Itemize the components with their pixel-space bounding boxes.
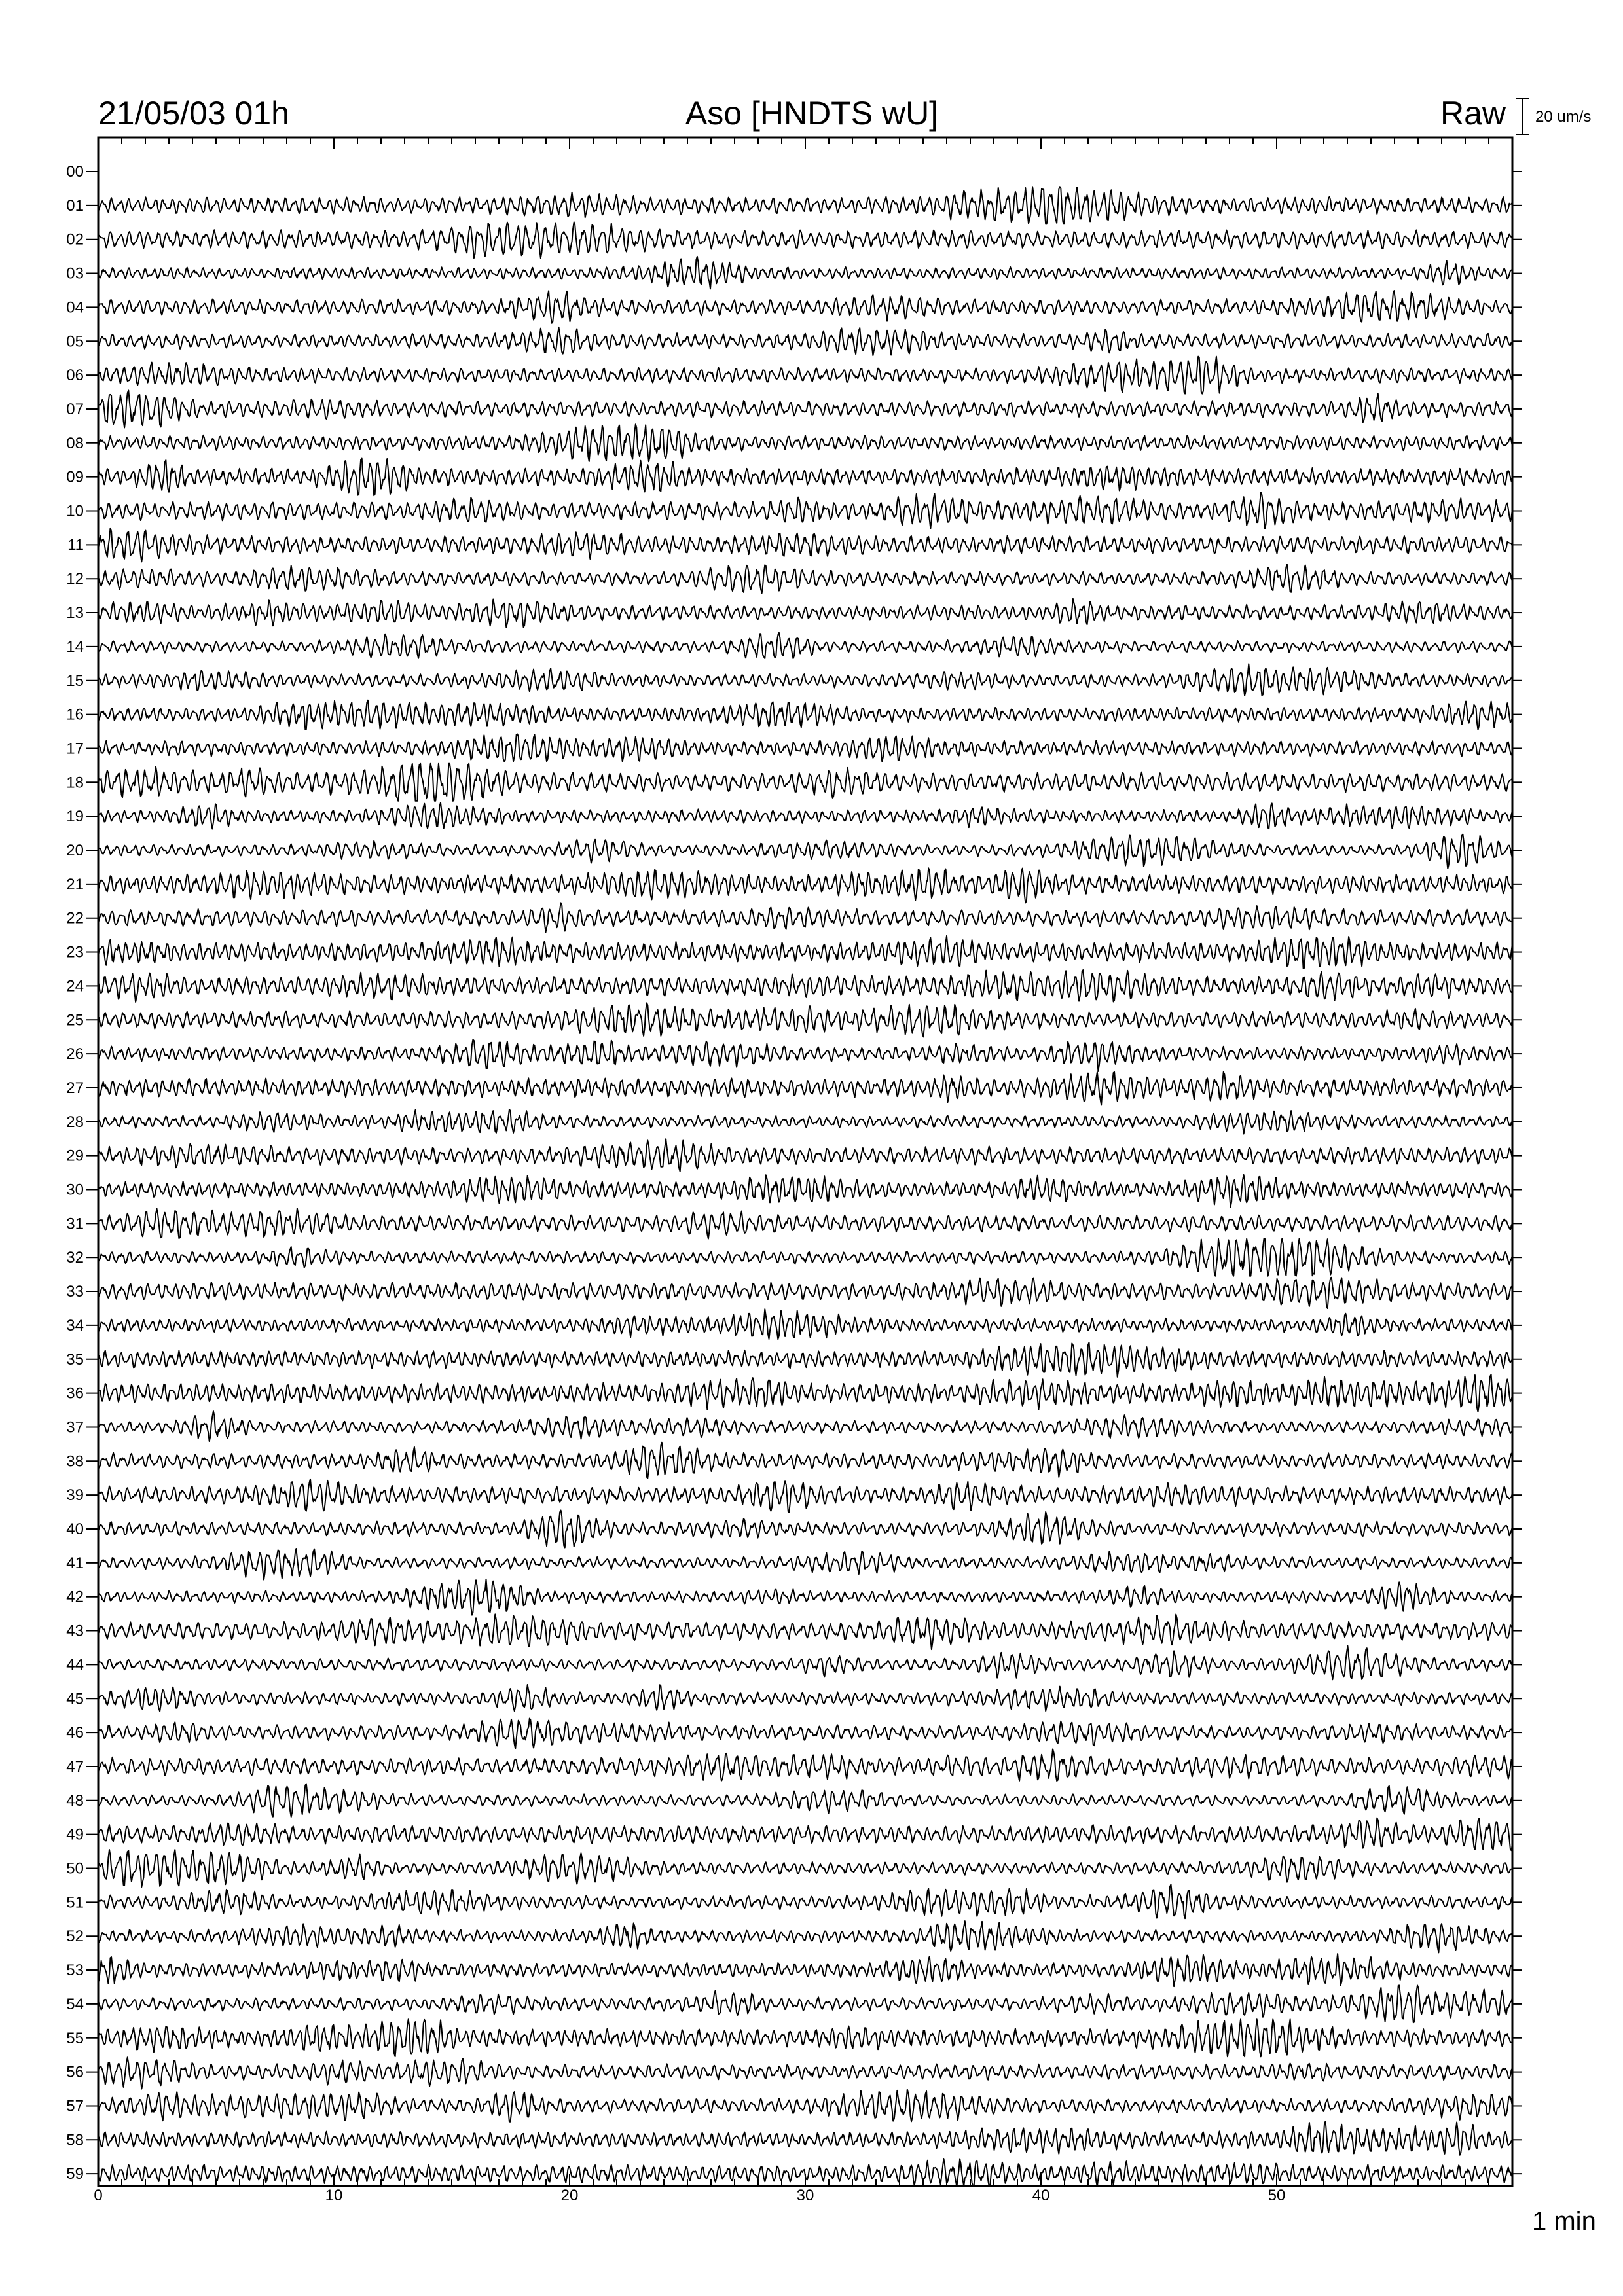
trace-row-14 bbox=[98, 633, 1512, 658]
row-label: 33 bbox=[66, 1283, 84, 1301]
x-tick-label: 30 bbox=[796, 2187, 814, 2204]
row-label: 21 bbox=[66, 875, 84, 893]
row-label: 06 bbox=[66, 367, 84, 385]
row-label: 40 bbox=[66, 1520, 84, 1538]
trace-row-47 bbox=[98, 1749, 1512, 1781]
row-label: 48 bbox=[66, 1791, 84, 1810]
trace-row-27 bbox=[98, 1072, 1512, 1105]
row-label: 11 bbox=[67, 536, 84, 554]
trace-row-06 bbox=[98, 357, 1512, 394]
trace-row-08 bbox=[98, 424, 1512, 461]
x-axis-unit-label: 1 min bbox=[1532, 2207, 1596, 2236]
row-label: 41 bbox=[66, 1554, 84, 1572]
trace-row-25 bbox=[98, 1003, 1512, 1037]
trace-row-26 bbox=[98, 1039, 1512, 1071]
row-label: 38 bbox=[66, 1452, 84, 1471]
row-label: 51 bbox=[66, 1893, 84, 1912]
row-label: 30 bbox=[66, 1181, 84, 1199]
row-label: 47 bbox=[66, 1757, 84, 1776]
trace-row-41 bbox=[98, 1549, 1512, 1580]
trace-row-05 bbox=[98, 327, 1512, 355]
row-label: 32 bbox=[66, 1249, 84, 1267]
row-labels bbox=[66, 163, 84, 2183]
trace-row-58 bbox=[98, 2121, 1512, 2155]
row-label: 58 bbox=[66, 2131, 84, 2149]
trace-row-45 bbox=[98, 1685, 1512, 1712]
row-label: 56 bbox=[66, 2063, 84, 2081]
trace-row-51 bbox=[98, 1884, 1512, 1918]
header-mode: Raw bbox=[1440, 95, 1506, 132]
trace-row-19 bbox=[98, 802, 1512, 829]
trace-row-29 bbox=[98, 1139, 1512, 1172]
row-label: 02 bbox=[66, 230, 84, 249]
row-label: 27 bbox=[66, 1079, 84, 1097]
row-label: 49 bbox=[66, 1825, 84, 1844]
trace-row-10 bbox=[98, 492, 1512, 529]
header-station: Aso [HNDTS wU] bbox=[685, 95, 939, 132]
row-label: 14 bbox=[66, 637, 84, 656]
row-label: 31 bbox=[66, 1215, 84, 1233]
trace-row-36 bbox=[98, 1374, 1512, 1412]
trace-row-20 bbox=[98, 834, 1512, 869]
trace-row-24 bbox=[98, 970, 1512, 1002]
trace-row-52 bbox=[98, 1921, 1512, 1952]
row-label: 19 bbox=[66, 808, 84, 826]
trace-row-57 bbox=[98, 2090, 1512, 2122]
row-label: 07 bbox=[66, 400, 84, 418]
row-label: 55 bbox=[66, 2029, 84, 2047]
trace-row-12 bbox=[98, 564, 1512, 593]
trace-row-11 bbox=[98, 528, 1512, 562]
trace-row-37 bbox=[98, 1411, 1512, 1441]
row-label: 45 bbox=[66, 1690, 84, 1708]
trace-row-53 bbox=[98, 1954, 1512, 1986]
trace-row-31 bbox=[98, 1208, 1512, 1239]
row-label: 50 bbox=[66, 1859, 84, 1878]
trace-row-38 bbox=[98, 1443, 1512, 1479]
bottom-axis-ticks bbox=[98, 2174, 1512, 2186]
row-label: 13 bbox=[66, 604, 84, 622]
row-label: 10 bbox=[66, 502, 84, 520]
trace-row-13 bbox=[98, 599, 1512, 628]
row-label: 09 bbox=[66, 468, 84, 486]
trace-row-56 bbox=[98, 2057, 1512, 2089]
trace-row-55 bbox=[98, 2019, 1512, 2056]
trace-row-30 bbox=[98, 1175, 1512, 1207]
trace-row-03 bbox=[98, 257, 1512, 289]
row-label: 44 bbox=[66, 1656, 84, 1674]
trace-group bbox=[98, 187, 1512, 2187]
row-label: 37 bbox=[66, 1418, 84, 1437]
trace-row-39 bbox=[98, 1479, 1512, 1513]
row-label: 15 bbox=[66, 672, 84, 690]
trace-row-02 bbox=[98, 222, 1512, 258]
amplitude-scale-bar bbox=[1516, 98, 1591, 134]
trace-row-04 bbox=[98, 291, 1512, 323]
trace-row-01 bbox=[98, 187, 1512, 224]
trace-row-22 bbox=[98, 903, 1512, 932]
scale-bar-label: 20 um/s bbox=[1535, 108, 1592, 126]
row-label: 39 bbox=[66, 1486, 84, 1505]
header-datetime: 21/05/03 01h bbox=[98, 95, 289, 132]
trace-row-44 bbox=[98, 1646, 1512, 1679]
trace-row-18 bbox=[98, 764, 1512, 801]
trace-row-42 bbox=[98, 1579, 1512, 1615]
trace-row-16 bbox=[98, 700, 1512, 730]
row-label: 20 bbox=[66, 842, 84, 859]
row-label: 23 bbox=[66, 943, 84, 961]
row-label: 57 bbox=[66, 2097, 84, 2115]
row-label: 28 bbox=[66, 1113, 84, 1131]
trace-row-40 bbox=[98, 1511, 1512, 1548]
trace-row-34 bbox=[98, 1309, 1512, 1339]
trace-row-28 bbox=[98, 1109, 1512, 1134]
row-label: 43 bbox=[66, 1622, 84, 1640]
trace-row-32 bbox=[98, 1239, 1512, 1276]
top-axis-ticks bbox=[98, 137, 1512, 149]
trace-row-21 bbox=[98, 868, 1512, 903]
row-label: 00 bbox=[66, 163, 84, 181]
row-label: 22 bbox=[66, 909, 84, 927]
trace-row-23 bbox=[98, 936, 1512, 969]
trace-row-15 bbox=[98, 664, 1512, 696]
x-tick-label: 40 bbox=[1032, 2187, 1050, 2204]
row-label: 04 bbox=[66, 298, 84, 317]
trace-row-46 bbox=[98, 1719, 1512, 1749]
row-label: 54 bbox=[66, 1995, 84, 2013]
row-label: 08 bbox=[66, 434, 84, 452]
trace-row-43 bbox=[98, 1614, 1512, 1649]
trace-row-33 bbox=[98, 1278, 1512, 1308]
row-label: 25 bbox=[66, 1011, 84, 1030]
trace-row-50 bbox=[98, 1850, 1512, 1887]
row-label: 12 bbox=[66, 570, 84, 588]
trace-row-54 bbox=[98, 1985, 1512, 2022]
row-label: 05 bbox=[66, 332, 84, 351]
trace-row-35 bbox=[98, 1342, 1512, 1377]
x-tick-label: 20 bbox=[560, 2187, 579, 2204]
row-label: 03 bbox=[66, 264, 84, 283]
row-label: 17 bbox=[66, 740, 84, 758]
row-label: 01 bbox=[66, 196, 84, 215]
row-label: 18 bbox=[66, 774, 84, 792]
trace-row-49 bbox=[98, 1818, 1512, 1851]
row-label: 35 bbox=[66, 1350, 84, 1369]
row-label: 29 bbox=[66, 1147, 84, 1165]
row-label: 53 bbox=[66, 1962, 84, 1980]
x-tick-label: 50 bbox=[1267, 2187, 1286, 2204]
x-tick-label: 0 bbox=[94, 2187, 103, 2204]
row-label: 46 bbox=[66, 1724, 84, 1742]
row-label: 24 bbox=[66, 977, 84, 996]
row-label: 59 bbox=[66, 2165, 84, 2183]
x-axis-tick-labels bbox=[94, 2187, 1285, 2204]
row-label: 16 bbox=[66, 706, 84, 724]
x-tick-label: 10 bbox=[325, 2187, 343, 2204]
trace-row-48 bbox=[98, 1784, 1512, 1817]
trace-row-09 bbox=[98, 459, 1512, 496]
trace-row-17 bbox=[98, 734, 1512, 762]
row-label: 34 bbox=[66, 1316, 84, 1335]
row-label: 52 bbox=[66, 1928, 84, 1946]
row-label: 26 bbox=[66, 1045, 84, 1064]
trace-row-07 bbox=[98, 390, 1512, 427]
row-label: 36 bbox=[66, 1384, 84, 1403]
row-label: 42 bbox=[66, 1588, 84, 1606]
